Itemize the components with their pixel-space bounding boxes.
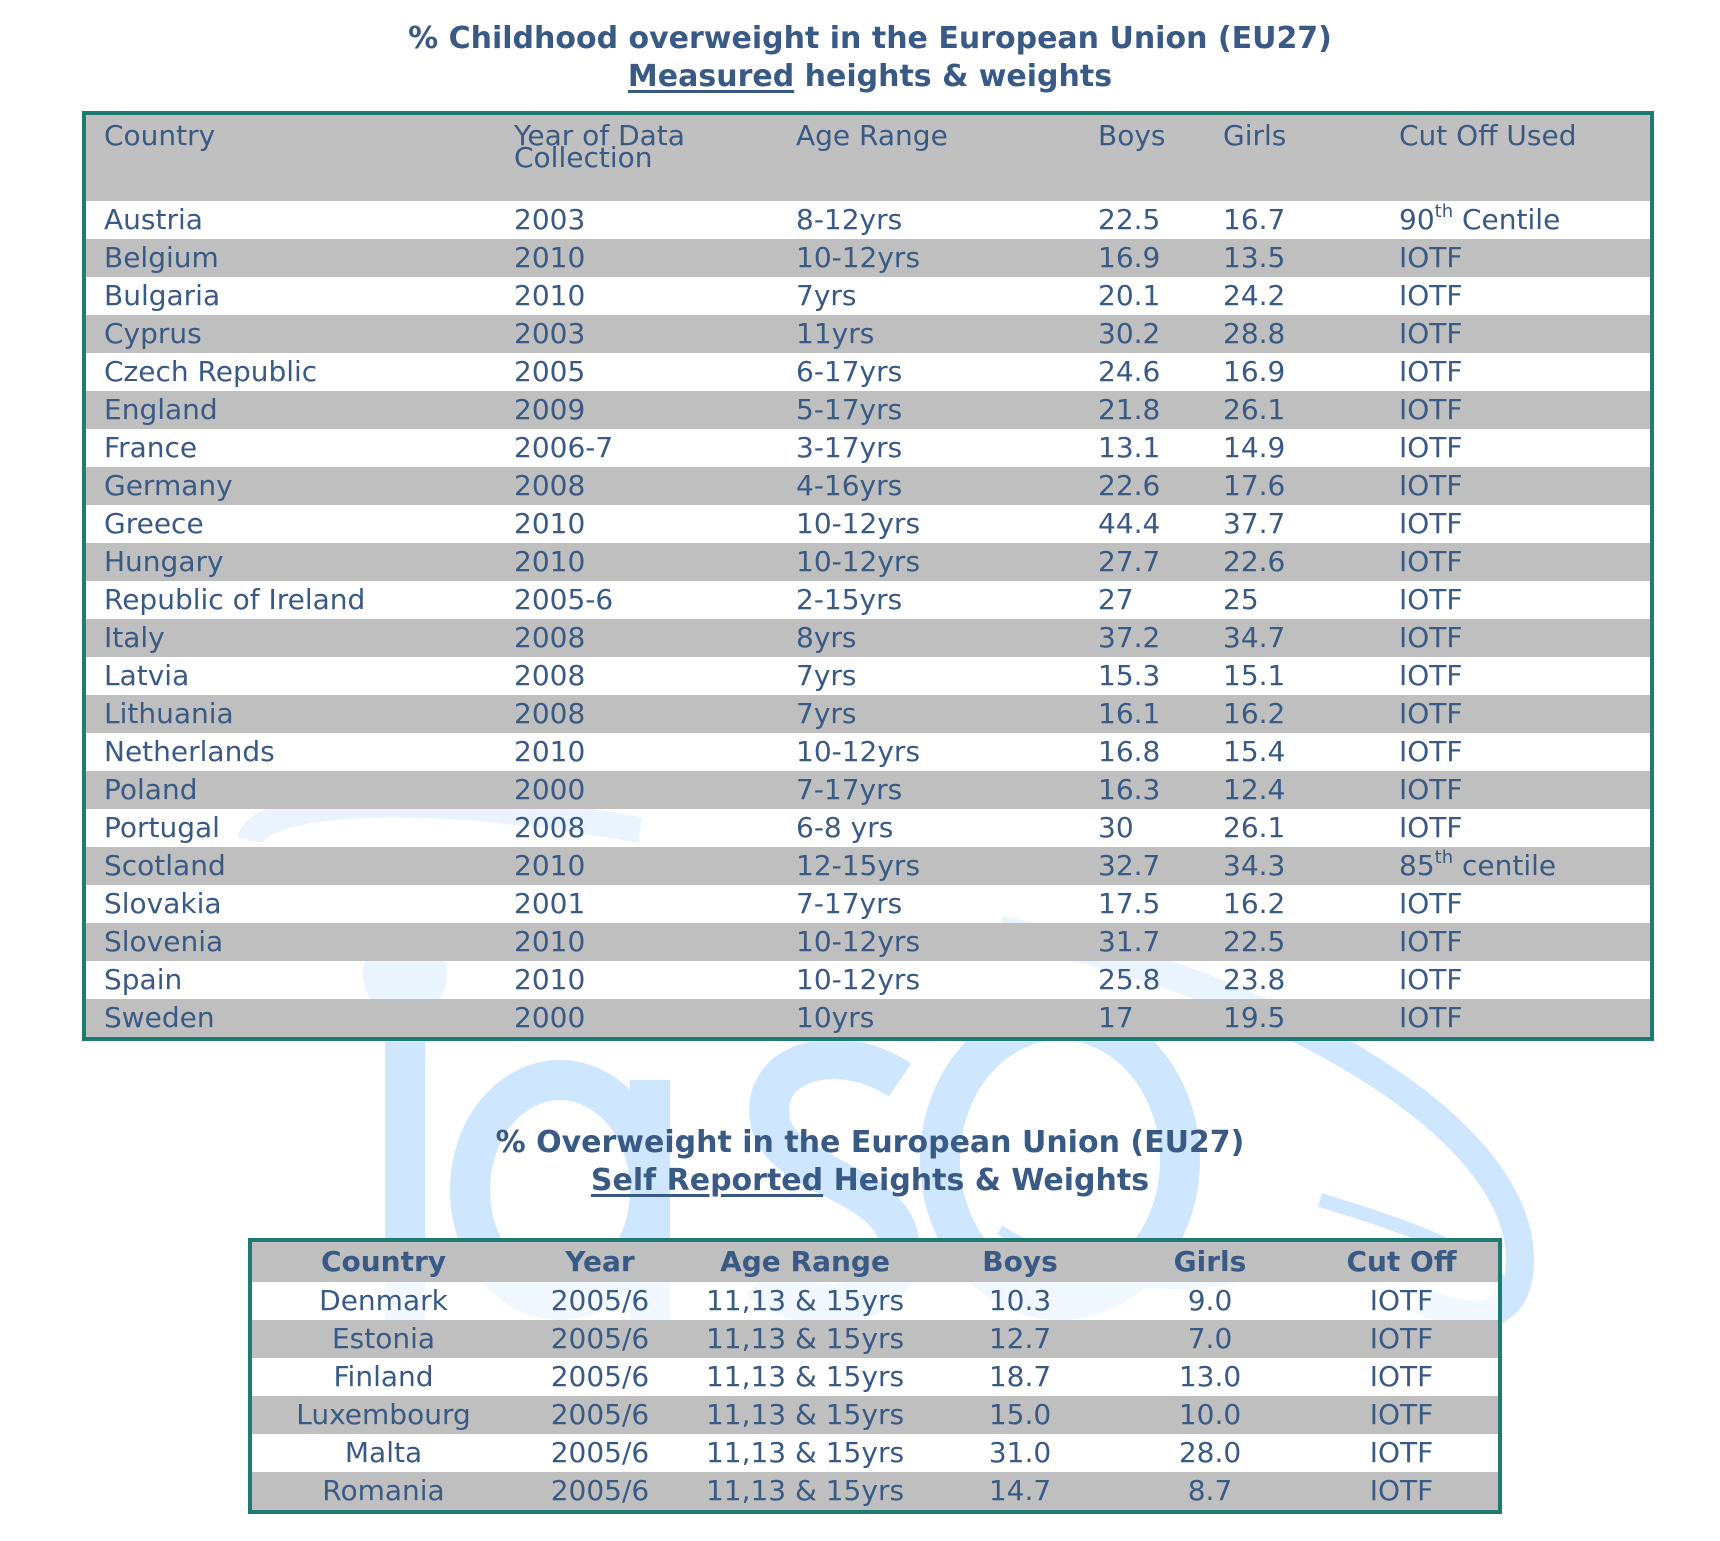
reported-cell-age-range: 11,13 & 15yrs xyxy=(685,1358,925,1396)
cut-off-number: 90 xyxy=(1399,203,1435,236)
measured-cell-age-range: 7yrs xyxy=(778,277,1080,315)
reported-title-line1: % Overweight in the European Union (EU27) xyxy=(495,1125,1245,1160)
measured-cell-girls: 16.2 xyxy=(1205,695,1381,733)
measured-header-row xyxy=(84,113,1652,201)
reported-row xyxy=(250,1320,1500,1358)
measured-cell-country: Cyprus xyxy=(84,315,496,353)
measured-cell-year: 2000 xyxy=(496,771,778,809)
measured-cell-cut-off: IOTF xyxy=(1381,581,1652,619)
reported-cell-boys: 15.0 xyxy=(925,1396,1115,1434)
reported-cell-cut-off: IOTF xyxy=(1305,1358,1500,1396)
reported-cell-country: Romania xyxy=(250,1472,515,1512)
measured-cell-boys: 21.8 xyxy=(1080,391,1205,429)
measured-cell-cut-off xyxy=(1381,201,1652,239)
measured-cell-country: Belgium xyxy=(84,239,496,277)
measured-cell-country: Poland xyxy=(84,771,496,809)
measured-cell-girls: 13.5 xyxy=(1205,239,1381,277)
measured-cell-girls: 37.7 xyxy=(1205,505,1381,543)
cut-off-ordinal: th xyxy=(1434,846,1454,868)
reported-row xyxy=(250,1434,1500,1472)
reported-cell-country: Denmark xyxy=(250,1282,515,1320)
measured-cell-year: 2005 xyxy=(496,353,778,391)
measured-row xyxy=(84,657,1652,695)
measured-cell-year: 2001 xyxy=(496,885,778,923)
reported-cell-age-range: 11,13 & 15yrs xyxy=(685,1472,925,1512)
measured-cell-year: 2008 xyxy=(496,809,778,847)
measured-cell-year: 2010 xyxy=(496,733,778,771)
cut-off-label: centile xyxy=(1453,849,1557,882)
measured-cell-girls: 15.1 xyxy=(1205,657,1381,695)
measured-cell-country: Republic of Ireland xyxy=(84,581,496,619)
measured-row xyxy=(84,353,1652,391)
reported-cell-girls: 9.0 xyxy=(1115,1282,1305,1320)
measured-cell-age-range: 3-17yrs xyxy=(778,429,1080,467)
measured-cell-boys: 31.7 xyxy=(1080,923,1205,961)
measured-cell-age-range: 10-12yrs xyxy=(778,923,1080,961)
reported-cell-country: Finland xyxy=(250,1358,515,1396)
measured-title-underlined: Measured xyxy=(627,59,795,94)
measured-row xyxy=(84,619,1652,657)
measured-cell-cut-off: IOTF xyxy=(1381,961,1652,999)
measured-cell-year: 2006-7 xyxy=(496,429,778,467)
measured-cell-country: Netherlands xyxy=(84,733,496,771)
measured-cell-girls: 24.2 xyxy=(1205,277,1381,315)
measured-cell-boys: 16.8 xyxy=(1080,733,1205,771)
measured-cell-cut-off: IOTF xyxy=(1381,733,1652,771)
measured-cell-year: 2010 xyxy=(496,543,778,581)
measured-cell-age-range: 5-17yrs xyxy=(778,391,1080,429)
measured-row xyxy=(84,505,1652,543)
reported-cell-year: 2005/6 xyxy=(515,1472,685,1512)
reported-title xyxy=(0,1124,1720,1200)
measured-cell-year: 2000 xyxy=(496,999,778,1039)
measured-cell-year: 2003 xyxy=(496,315,778,353)
measured-table-body xyxy=(84,201,1652,1039)
measured-cell-year: 2008 xyxy=(496,467,778,505)
measured-cell-boys: 13.1 xyxy=(1080,429,1205,467)
measured-row xyxy=(84,581,1652,619)
measured-row xyxy=(84,201,1652,239)
measured-row xyxy=(84,429,1652,467)
measured-row xyxy=(84,847,1652,885)
measured-cell-girls: 34.3 xyxy=(1205,847,1381,885)
reported-cell-cut-off: IOTF xyxy=(1305,1282,1500,1320)
reported-cell-country: Estonia xyxy=(250,1320,515,1358)
reported-cell-cut-off: IOTF xyxy=(1305,1320,1500,1358)
measured-cell-cut-off: IOTF xyxy=(1381,505,1652,543)
measured-cell-age-range: 10yrs xyxy=(778,999,1080,1039)
measured-cell-cut-off: IOTF xyxy=(1381,239,1652,277)
measured-cell-girls: 12.4 xyxy=(1205,771,1381,809)
measured-cell-cut-off: IOTF xyxy=(1381,277,1652,315)
reported-row xyxy=(250,1396,1500,1434)
measured-cell-age-range: 8yrs xyxy=(778,619,1080,657)
measured-cell-country: Bulgaria xyxy=(84,277,496,315)
measured-cell-girls: 34.7 xyxy=(1205,619,1381,657)
measured-cell-boys: 37.2 xyxy=(1080,619,1205,657)
measured-cell-cut-off: IOTF xyxy=(1381,923,1652,961)
measured-cell-age-range: 8-12yrs xyxy=(778,201,1080,239)
measured-cell-country: Spain xyxy=(84,961,496,999)
measured-row xyxy=(84,809,1652,847)
measured-cell-age-range: 6-8 yrs xyxy=(778,809,1080,847)
measured-cell-boys: 22.5 xyxy=(1080,201,1205,239)
measured-cell-age-range: 4-16yrs xyxy=(778,467,1080,505)
measured-row xyxy=(84,543,1652,581)
measured-header-cut-off: Cut Off Used xyxy=(1381,113,1652,201)
measured-row xyxy=(84,961,1652,999)
measured-row xyxy=(84,315,1652,353)
measured-cell-year: 2010 xyxy=(496,961,778,999)
measured-cell-cut-off: IOTF xyxy=(1381,771,1652,809)
measured-cell-country: Latvia xyxy=(84,657,496,695)
measured-cell-boys: 15.3 xyxy=(1080,657,1205,695)
measured-cell-boys: 25.8 xyxy=(1080,961,1205,999)
reported-cell-year: 2005/6 xyxy=(515,1434,685,1472)
reported-table xyxy=(248,1238,1502,1514)
measured-cell-age-range: 7-17yrs xyxy=(778,885,1080,923)
reported-table-body xyxy=(250,1282,1500,1512)
measured-cell-cut-off: IOTF xyxy=(1381,885,1652,923)
measured-cell-boys: 16.1 xyxy=(1080,695,1205,733)
measured-cell-country: England xyxy=(84,391,496,429)
measured-row xyxy=(84,695,1652,733)
measured-cell-boys: 27 xyxy=(1080,581,1205,619)
measured-cell-girls: 28.8 xyxy=(1205,315,1381,353)
measured-cell-age-range: 10-12yrs xyxy=(778,505,1080,543)
measured-header-year: Year of Data Collection xyxy=(496,113,778,201)
measured-cell-country: Greece xyxy=(84,505,496,543)
measured-cell-boys: 22.6 xyxy=(1080,467,1205,505)
measured-cell-cut-off: IOTF xyxy=(1381,809,1652,847)
measured-cell-boys: 32.7 xyxy=(1080,847,1205,885)
measured-cell-age-range: 10-12yrs xyxy=(778,961,1080,999)
measured-cell-cut-off: IOTF xyxy=(1381,353,1652,391)
reported-header-age-range: Age Range xyxy=(685,1240,925,1282)
measured-header-country: Country xyxy=(84,113,496,201)
measured-cell-year: 2010 xyxy=(496,505,778,543)
measured-cell-country: Czech Republic xyxy=(84,353,496,391)
measured-cell-girls: 26.1 xyxy=(1205,391,1381,429)
measured-cell-country: Sweden xyxy=(84,999,496,1039)
reported-cell-age-range: 11,13 & 15yrs xyxy=(685,1434,925,1472)
measured-cell-year: 2005-6 xyxy=(496,581,778,619)
measured-row xyxy=(84,391,1652,429)
reported-cell-boys: 14.7 xyxy=(925,1472,1115,1512)
measured-cell-year: 2010 xyxy=(496,239,778,277)
measured-cell-girls: 16.9 xyxy=(1205,353,1381,391)
measured-cell-age-range: 11yrs xyxy=(778,315,1080,353)
measured-cell-age-range: 7yrs xyxy=(778,695,1080,733)
reported-row xyxy=(250,1358,1500,1396)
measured-cell-girls: 25 xyxy=(1205,581,1381,619)
measured-cell-boys: 17.5 xyxy=(1080,885,1205,923)
reported-title-underlined: Self Reported xyxy=(590,1163,824,1198)
reported-cell-girls: 7.0 xyxy=(1115,1320,1305,1358)
measured-cell-age-range: 10-12yrs xyxy=(778,239,1080,277)
measured-cell-girls: 16.7 xyxy=(1205,201,1381,239)
measured-cell-year: 2010 xyxy=(496,923,778,961)
measured-row xyxy=(84,277,1652,315)
reported-row xyxy=(250,1282,1500,1320)
measured-header-boys: Boys xyxy=(1080,113,1205,201)
reported-header-boys: Boys xyxy=(925,1240,1115,1282)
reported-row xyxy=(250,1472,1500,1512)
measured-header-girls: Girls xyxy=(1205,113,1381,201)
measured-cell-cut-off: IOTF xyxy=(1381,429,1652,467)
measured-cell-girls: 14.9 xyxy=(1205,429,1381,467)
measured-cell-girls: 22.6 xyxy=(1205,543,1381,581)
measured-cell-cut-off: IOTF xyxy=(1381,467,1652,505)
measured-header-age-range: Age Range xyxy=(778,113,1080,201)
measured-cell-girls: 26.1 xyxy=(1205,809,1381,847)
cut-off-label: Centile xyxy=(1453,203,1561,236)
measured-cell-girls: 17.6 xyxy=(1205,467,1381,505)
measured-cell-girls: 22.5 xyxy=(1205,923,1381,961)
reported-cell-country: Malta xyxy=(250,1434,515,1472)
measured-cell-country: Slovakia xyxy=(84,885,496,923)
measured-cell-boys: 24.6 xyxy=(1080,353,1205,391)
measured-cell-boys: 27.7 xyxy=(1080,543,1205,581)
reported-header-year: Year xyxy=(515,1240,685,1282)
measured-cell-cut-off: IOTF xyxy=(1381,619,1652,657)
measured-cell-boys: 44.4 xyxy=(1080,505,1205,543)
measured-row xyxy=(84,733,1652,771)
reported-cell-cut-off: IOTF xyxy=(1305,1472,1500,1512)
measured-cell-age-range: 7yrs xyxy=(778,657,1080,695)
reported-cell-cut-off: IOTF xyxy=(1305,1396,1500,1434)
measured-cell-country: Hungary xyxy=(84,543,496,581)
reported-title-rest: Heights & Weights xyxy=(823,1163,1150,1198)
measured-row xyxy=(84,239,1652,277)
measured-cell-age-range: 7-17yrs xyxy=(778,771,1080,809)
measured-cell-year: 2009 xyxy=(496,391,778,429)
measured-cell-cut-off: IOTF xyxy=(1381,315,1652,353)
reported-header-girls: Girls xyxy=(1115,1240,1305,1282)
reported-title-line2 xyxy=(0,1162,1720,1200)
reported-cell-age-range: 11,13 & 15yrs xyxy=(685,1282,925,1320)
reported-cell-boys: 31.0 xyxy=(925,1434,1115,1472)
measured-cell-boys: 16.9 xyxy=(1080,239,1205,277)
measured-cell-girls: 15.4 xyxy=(1205,733,1381,771)
measured-cell-country: Scotland xyxy=(84,847,496,885)
measured-cell-age-range: 2-15yrs xyxy=(778,581,1080,619)
measured-cell-age-range: 10-12yrs xyxy=(778,543,1080,581)
measured-cell-country: France xyxy=(84,429,496,467)
reported-cell-year: 2005/6 xyxy=(515,1282,685,1320)
reported-cell-age-range: 11,13 & 15yrs xyxy=(685,1320,925,1358)
measured-table xyxy=(82,111,1654,1041)
measured-cell-year: 2010 xyxy=(496,277,778,315)
measured-cell-country: Lithuania xyxy=(84,695,496,733)
measured-cell-girls: 23.8 xyxy=(1205,961,1381,999)
measured-cell-cut-off xyxy=(1381,847,1652,885)
measured-cell-boys: 20.1 xyxy=(1080,277,1205,315)
reported-header-cut-off: Cut Off xyxy=(1305,1240,1500,1282)
measured-cell-country: Austria xyxy=(84,201,496,239)
reported-cell-age-range: 11,13 & 15yrs xyxy=(685,1396,925,1434)
reported-cell-cut-off: IOTF xyxy=(1305,1434,1500,1472)
reported-cell-girls: 28.0 xyxy=(1115,1434,1305,1472)
measured-row xyxy=(84,999,1652,1039)
cut-off-number: 85 xyxy=(1399,849,1435,882)
measured-row xyxy=(84,771,1652,809)
reported-header-row xyxy=(250,1240,1500,1282)
measured-title-line2 xyxy=(0,58,1720,96)
measured-cell-year: 2008 xyxy=(496,657,778,695)
measured-cell-age-range: 6-17yrs xyxy=(778,353,1080,391)
measured-cell-age-range: 10-12yrs xyxy=(778,733,1080,771)
measured-cell-girls: 19.5 xyxy=(1205,999,1381,1039)
measured-title xyxy=(0,20,1720,96)
measured-cell-cut-off: IOTF xyxy=(1381,543,1652,581)
measured-cell-girls: 16.2 xyxy=(1205,885,1381,923)
measured-cell-year: 2008 xyxy=(496,619,778,657)
reported-cell-year: 2005/6 xyxy=(515,1358,685,1396)
measured-row xyxy=(84,885,1652,923)
measured-cell-boys: 30 xyxy=(1080,809,1205,847)
measured-cell-boys: 30.2 xyxy=(1080,315,1205,353)
reported-cell-girls: 8.7 xyxy=(1115,1472,1305,1512)
measured-cell-cut-off: IOTF xyxy=(1381,695,1652,733)
measured-cell-cut-off: IOTF xyxy=(1381,999,1652,1039)
measured-cell-year: 2010 xyxy=(496,847,778,885)
measured-cell-country: Portugal xyxy=(84,809,496,847)
measured-cell-country: Slovenia xyxy=(84,923,496,961)
measured-title-rest: heights & weights xyxy=(794,59,1113,94)
measured-row xyxy=(84,923,1652,961)
measured-title-line1: % Childhood overweight in the European Union (EU27) xyxy=(408,21,1332,56)
measured-cell-country: Germany xyxy=(84,467,496,505)
measured-cell-boys: 16.3 xyxy=(1080,771,1205,809)
cut-off-ordinal: th xyxy=(1434,200,1454,222)
reported-cell-year: 2005/6 xyxy=(515,1320,685,1358)
measured-row xyxy=(84,467,1652,505)
measured-cell-cut-off: IOTF xyxy=(1381,657,1652,695)
reported-cell-girls: 10.0 xyxy=(1115,1396,1305,1434)
reported-cell-country: Luxembourg xyxy=(250,1396,515,1434)
measured-cell-year: 2003 xyxy=(496,201,778,239)
reported-cell-year: 2005/6 xyxy=(515,1396,685,1434)
measured-cell-cut-off: IOTF xyxy=(1381,391,1652,429)
reported-cell-boys: 10.3 xyxy=(925,1282,1115,1320)
measured-cell-age-range: 12-15yrs xyxy=(778,847,1080,885)
reported-cell-boys: 18.7 xyxy=(925,1358,1115,1396)
reported-header-country: Country xyxy=(250,1240,515,1282)
measured-cell-year: 2008 xyxy=(496,695,778,733)
measured-cell-boys: 17 xyxy=(1080,999,1205,1039)
reported-cell-boys: 12.7 xyxy=(925,1320,1115,1358)
reported-cell-girls: 13.0 xyxy=(1115,1358,1305,1396)
measured-cell-country: Italy xyxy=(84,619,496,657)
